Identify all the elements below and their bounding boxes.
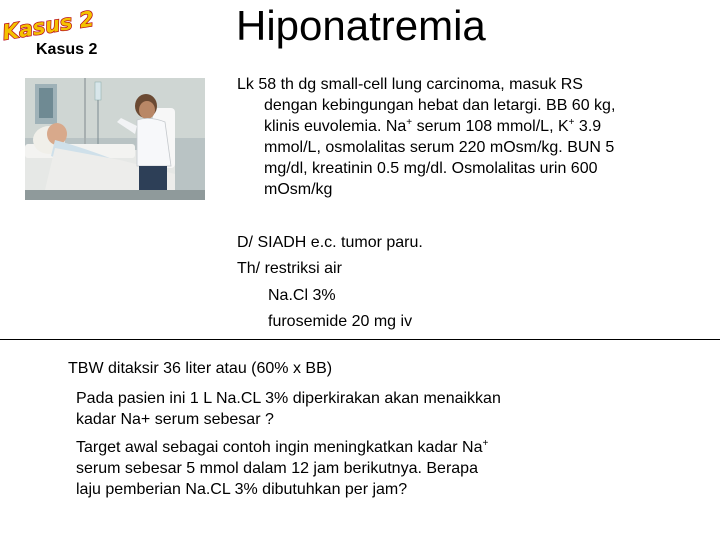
- case-badge-text: Kasus 2: [0, 6, 96, 45]
- superscript-plus: +: [482, 438, 489, 449]
- case-line: mmol/L, osmolalitas serum 220 mOsm/kg. BUN 5: [264, 139, 615, 156]
- case-line: dengan kebingungan hebat dan letargi. BB 60 kg,: [264, 97, 616, 114]
- case-line-part: 3.9: [574, 118, 602, 135]
- case-line: [237, 116, 697, 137]
- case-line: mOsm/kg: [264, 181, 333, 198]
- therapy-item: Na.Cl 3%: [268, 287, 336, 304]
- case-description: [237, 74, 697, 200]
- case-label: Kasus 2: [36, 41, 98, 58]
- question-line: kadar Na+ serum sebesar ?: [76, 411, 274, 428]
- superscript-plus: +: [568, 117, 575, 128]
- case-line-part: klinis euvolemia. Na: [264, 118, 407, 135]
- case-line-part: serum 108 mmol/L, K: [412, 118, 569, 135]
- question-line: Pada pasien ini 1 L Na.CL 3% diperkirakan akan menaikkan: [76, 390, 501, 407]
- question-line: serum sebesar 5 mmol dalam 12 jam berikutnya. Berapa: [76, 460, 478, 477]
- therapy-label: Th/ restriksi air: [237, 260, 342, 277]
- question-2: [76, 437, 636, 500]
- question-line: [76, 437, 636, 458]
- question-1: [76, 388, 636, 430]
- slide-title: Hiponatremia: [236, 2, 486, 49]
- hospital-patient-nurse-photo: [25, 78, 205, 200]
- case-badge-logo: [0, 6, 96, 45]
- superscript-plus: +: [406, 117, 413, 128]
- question-line-part: Target awal sebagai contoh ingin meningkatkan kadar Na: [76, 439, 483, 456]
- case-line: Lk 58 th dg small-cell lung carcinoma, masuk RS: [237, 76, 583, 93]
- question-line: laju pemberian Na.CL 3% dibutuhkan per jam?: [76, 481, 408, 498]
- case-line: mg/dl, kreatinin 0.5 mg/dl. Osmolalitas urin 600: [264, 160, 598, 177]
- tbw-estimate: TBW ditaksir 36 liter atau (60% x BB): [68, 360, 333, 377]
- diagnosis: D/ SIADH e.c. tumor paru.: [237, 234, 423, 251]
- divider-line: [0, 339, 720, 340]
- therapy-item: furosemide 20 mg iv: [268, 313, 413, 330]
